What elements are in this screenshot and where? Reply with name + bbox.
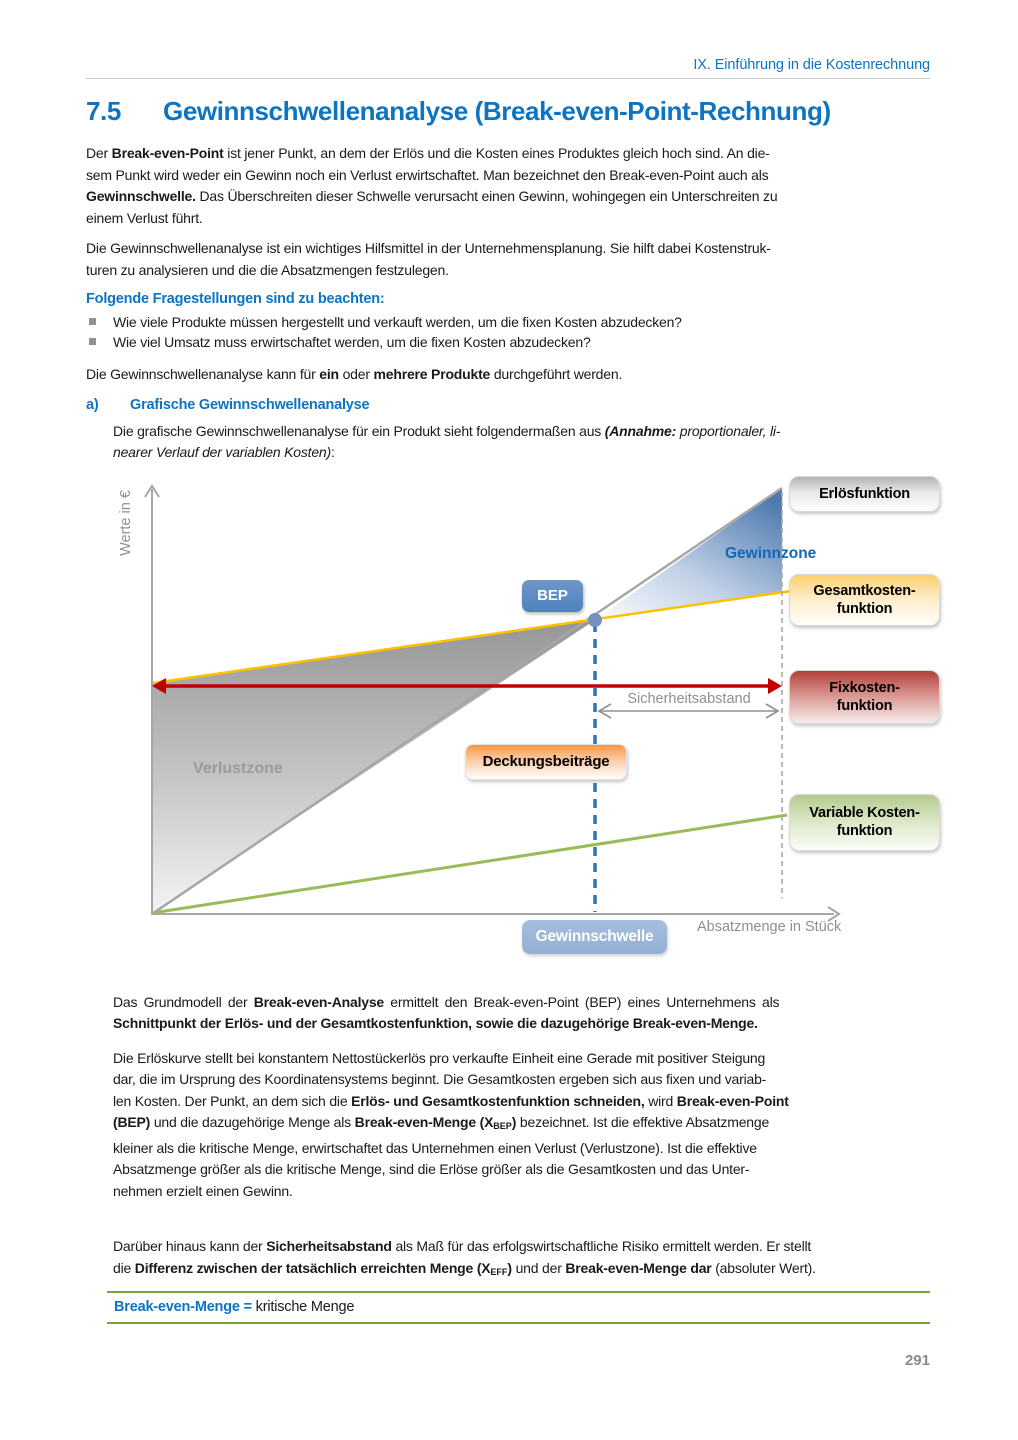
loss-zone-label: Verlustzone [193, 759, 283, 777]
legend-variable-cost-function [789, 794, 940, 851]
list-item [86, 332, 930, 352]
list-heading: Folgende Fragestellungen sind zu beachten: [86, 291, 385, 307]
subsection-title: Grafische Gewinnschwellenanalyse [130, 396, 370, 413]
list-item [86, 312, 930, 332]
legend-total-cost-function [789, 574, 940, 626]
bullet-square-icon [89, 338, 96, 345]
legend-variable-cost-line1: Variable Kosten- [809, 805, 920, 821]
chapter-header: IX. Einführung in die Kostenrechnung [693, 57, 930, 73]
paragraph-purpose: Die Gewinnschwellenanalyse ist ein wichtiges Hilfsmittel in der Unternehmensplanung. Sie hilft dabei Kostenstruk- turen zu analysieren und die die Absatzmengen festzulegen. [86, 240, 771, 278]
bullet-square-icon [89, 318, 96, 325]
page-number: 291 [904, 1352, 930, 1369]
legend-revenue-text: Erlösfunktion [819, 485, 910, 502]
bep-callout: BEP [522, 580, 583, 612]
section-number: 7.5 [86, 96, 121, 126]
list-item-text: Wie viel Umsatz muss erwirtschaftet werden, um die fixen Kosten abzudecken? [113, 334, 591, 350]
paragraph-safety-margin: Darüber hinaus kann der Sicherheitsabstand als Maß für das erfolgswirtschaftliche Risiko ermittelt werden. Er stellt die Differenz zwischen der tatsächlich erreichten Menge $(X_{EFF})$ und der Break-even-Menge dar (absoluter Wert). [113, 1238, 816, 1277]
subsection-label: a) [86, 396, 99, 413]
legend-total-cost-line1: Gesamtkosten- [813, 582, 916, 599]
paragraph-explanation: Die Erlöskurve stellt bei konstantem Nettostückerlös pro verkaufte Einheit eine Gerade mit positiver Steigung dar, die im Ursprung des Koordinatensystems beginnt. Die Gesamtkosten ergeben sich aus fixen und variab- len Kosten. Der Punkt, an dem sich die Erlös- und Gesamtkostenfunktion schneiden, wird Break-even-Point (BEP) und die dazugehörige Menge als Break-even-Menge $(X_{BEP})$ bezeichnet. Ist die effektive Absatzmenge kleiner als die kritische Menge, erwirtschaftet das Unternehmen einen Verlust (Verlustzone). Ist die effektive Absatzmenge größer als die kritische Menge, sind die Erlöse größer als die Gesamtkosten und das Unter- nehmen erzielt einen Gewinn. [113, 1049, 789, 1199]
paragraph-intro: Der Break-even-Point ist jener Punkt, an dem der Erlös und die Kosten eines Produktes gleich hoch sind. An die- sem Punkt wird weder ein Gewinn noch ein Verlust erwirtschaftet. Man bezeichnet den Break-even-Point auch als Gewinnschwelle. Das Überschreiten dieser Schwelle verursacht einen Gewinn, wohingegen ein Unterschreiten zu einem Verlust führt. [86, 145, 778, 226]
paragraph-products: Die Gewinnschwellenanalyse kann für ein oder mehrere Produkte durchgeführt werden. [86, 366, 623, 382]
safety-margin-label: Sicherheitsabstand [627, 690, 751, 707]
subsection-heading [86, 397, 930, 413]
y-axis-label: Werte in € [118, 489, 134, 556]
section-title-text: Gewinnschwellenanalyse (Break-even-Point-Rechnung) [163, 96, 831, 126]
paragraph-model: Das Grundmodell der Break-even-Analyse ermittelt den Break-even-Point (BEP) eines Unternehmens als Schnittpunkt der Erlös- und der Gesamtkostenfunktion, sowie die dazugehörige Break-even-Menge. [113, 993, 780, 1031]
break-even-threshold-callout: Gewinnschwelle [522, 920, 667, 954]
legend-revenue-function [789, 476, 940, 512]
profit-zone-label: Gewinnzone [725, 544, 817, 562]
bep-point [588, 613, 602, 627]
legend-variable-cost-line2: funktion [836, 823, 893, 839]
contribution-margin-callout: Deckungsbeiträge [465, 744, 627, 780]
question-list [86, 312, 930, 352]
header-rule [86, 78, 930, 79]
break-even-diagram [0, 471, 1018, 968]
paragraph-assumption: Die grafische Gewinnschwellenanalyse für ein Produkt sieht folgendermaßen aus (Annahme: proportionaler, li- nearer Verlauf der variablen Kosten): [113, 422, 781, 460]
x-axis-label: Absatzmenge in Stück [697, 918, 842, 935]
legend-fixed-cost-line1: Fixkosten- [829, 679, 900, 696]
list-item-text: Wie viele Produkte müssen hergestellt und verkauft werden, um die fixen Kosten abzudecken? [113, 314, 682, 330]
legend-total-cost-line2: funktion [836, 600, 893, 617]
formula-box: Break-even-Menge = kritische Menge [107, 1291, 930, 1324]
page-title [86, 94, 930, 128]
legend-fixed-cost-line2: funktion [836, 697, 893, 714]
legend-fixed-cost-function [789, 670, 940, 724]
